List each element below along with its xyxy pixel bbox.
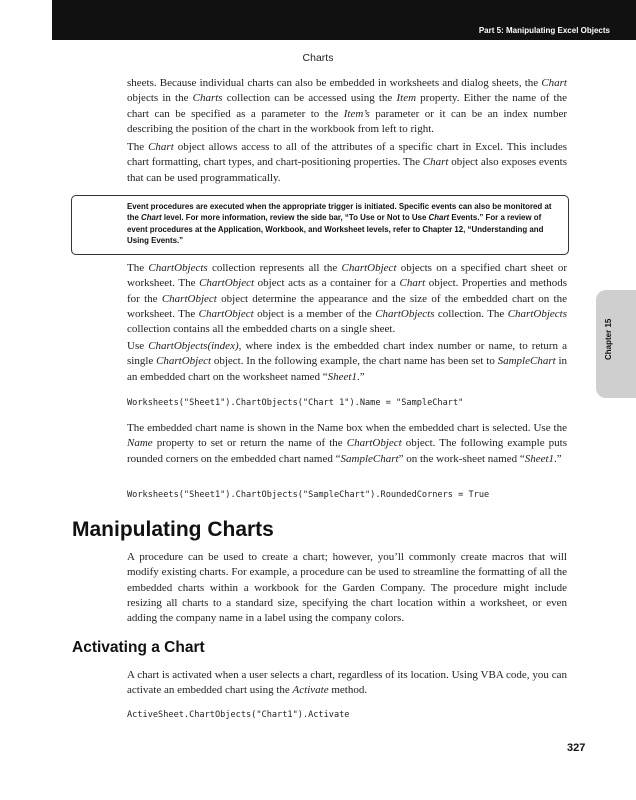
code-sample-2: Worksheets("Sheet1").ChartObjects("SampleChart").RoundedCorners = True [127, 490, 490, 500]
chapter-tab-label: Chapter 15 [604, 318, 613, 360]
paragraph-4: Use ChartObjects(index), where index is the embedded chart index number or name, to return a single ChartObject object. In the following example, the chart name has been set to SampleChart in an embedded chart on the worksheet named “Sheet1.” [127, 340, 568, 383]
code-sample-3: ActiveSheet.ChartObjects("Chart1").Activate [127, 710, 350, 720]
page-number: 327 [567, 742, 586, 754]
paragraph-2: The Chart object allows access to all of the attributes of a specific chart in Excel. This includes chart formatting, chart types, and chart-positioning properties. The Chart object also exposes events that can be used programmatically. [127, 141, 568, 184]
paragraph-3: The ChartObjects collection represents all the ChartObject objects on a specified chart sheet or worksheet. The ChartObject object acts as a container for a Chart object. Properties and methods for the ChartObject object determine the appearance and the size of the embedded chart on the worksheet. The ChartObject object is a member of the ChartObjects collection. The ChartObjects collection contains all the embedded charts on a single sheet. [127, 262, 567, 336]
section-heading: Manipulating Charts [72, 518, 274, 541]
running-head: Charts [302, 52, 334, 64]
code-sample-1: Worksheets("Sheet1").ChartObjects("Chart 1").Name = "SampleChart" [127, 398, 464, 408]
paragraph-6: A procedure can be used to create a chart; however, you’ll commonly create macros that will modify existing charts. For example, a procedure can be used to streamline the formatting of all the embedded charts within a workbook for the Garden Company. The procedure might include resizing all charts to a standard size, specifying the chart location within a worksheet, or even adding the company name in a label using the company colors. [127, 551, 567, 625]
note-text: Event procedures are executed when the appropriate trigger is initiated. Specific events can also be monitored at the Chart level. For more information, review the side bar, “To Use or Not to Use Chart Events.” For a review of event procedures at the Application, Workbook, and Worksheet levels, refer to Chapter 12, “Understanding and Using Events.” [127, 202, 552, 245]
paragraph-1: sheets. Because individual charts can also be embedded in worksheets and dialog sheets, the Chart objects in the Charts collection can be accessed using the Item property. Either the name of the chart can be specified as a parameter to the Item’s parameter or it can be an index number describing the position of the chart in the workbook from left to right. [127, 77, 567, 135]
part-title: Part 5: Manipulating Excel Objects [478, 26, 610, 35]
paragraph-5: The embedded chart name is shown in the Name box when the embedded chart is selected. Use the Name property to set or return the name of the ChartObject object. The following example puts rounded corners on the embedded chart named “SampleChart” on the work-sheet named “Sheet1.” [127, 422, 567, 465]
paragraph-7: A chart is activated when a user selects a chart, regardless of its location. Using VBA code, you can activate an embedded chart using the Activate method. [127, 669, 567, 697]
subsection-heading: Activating a Chart [72, 639, 205, 656]
